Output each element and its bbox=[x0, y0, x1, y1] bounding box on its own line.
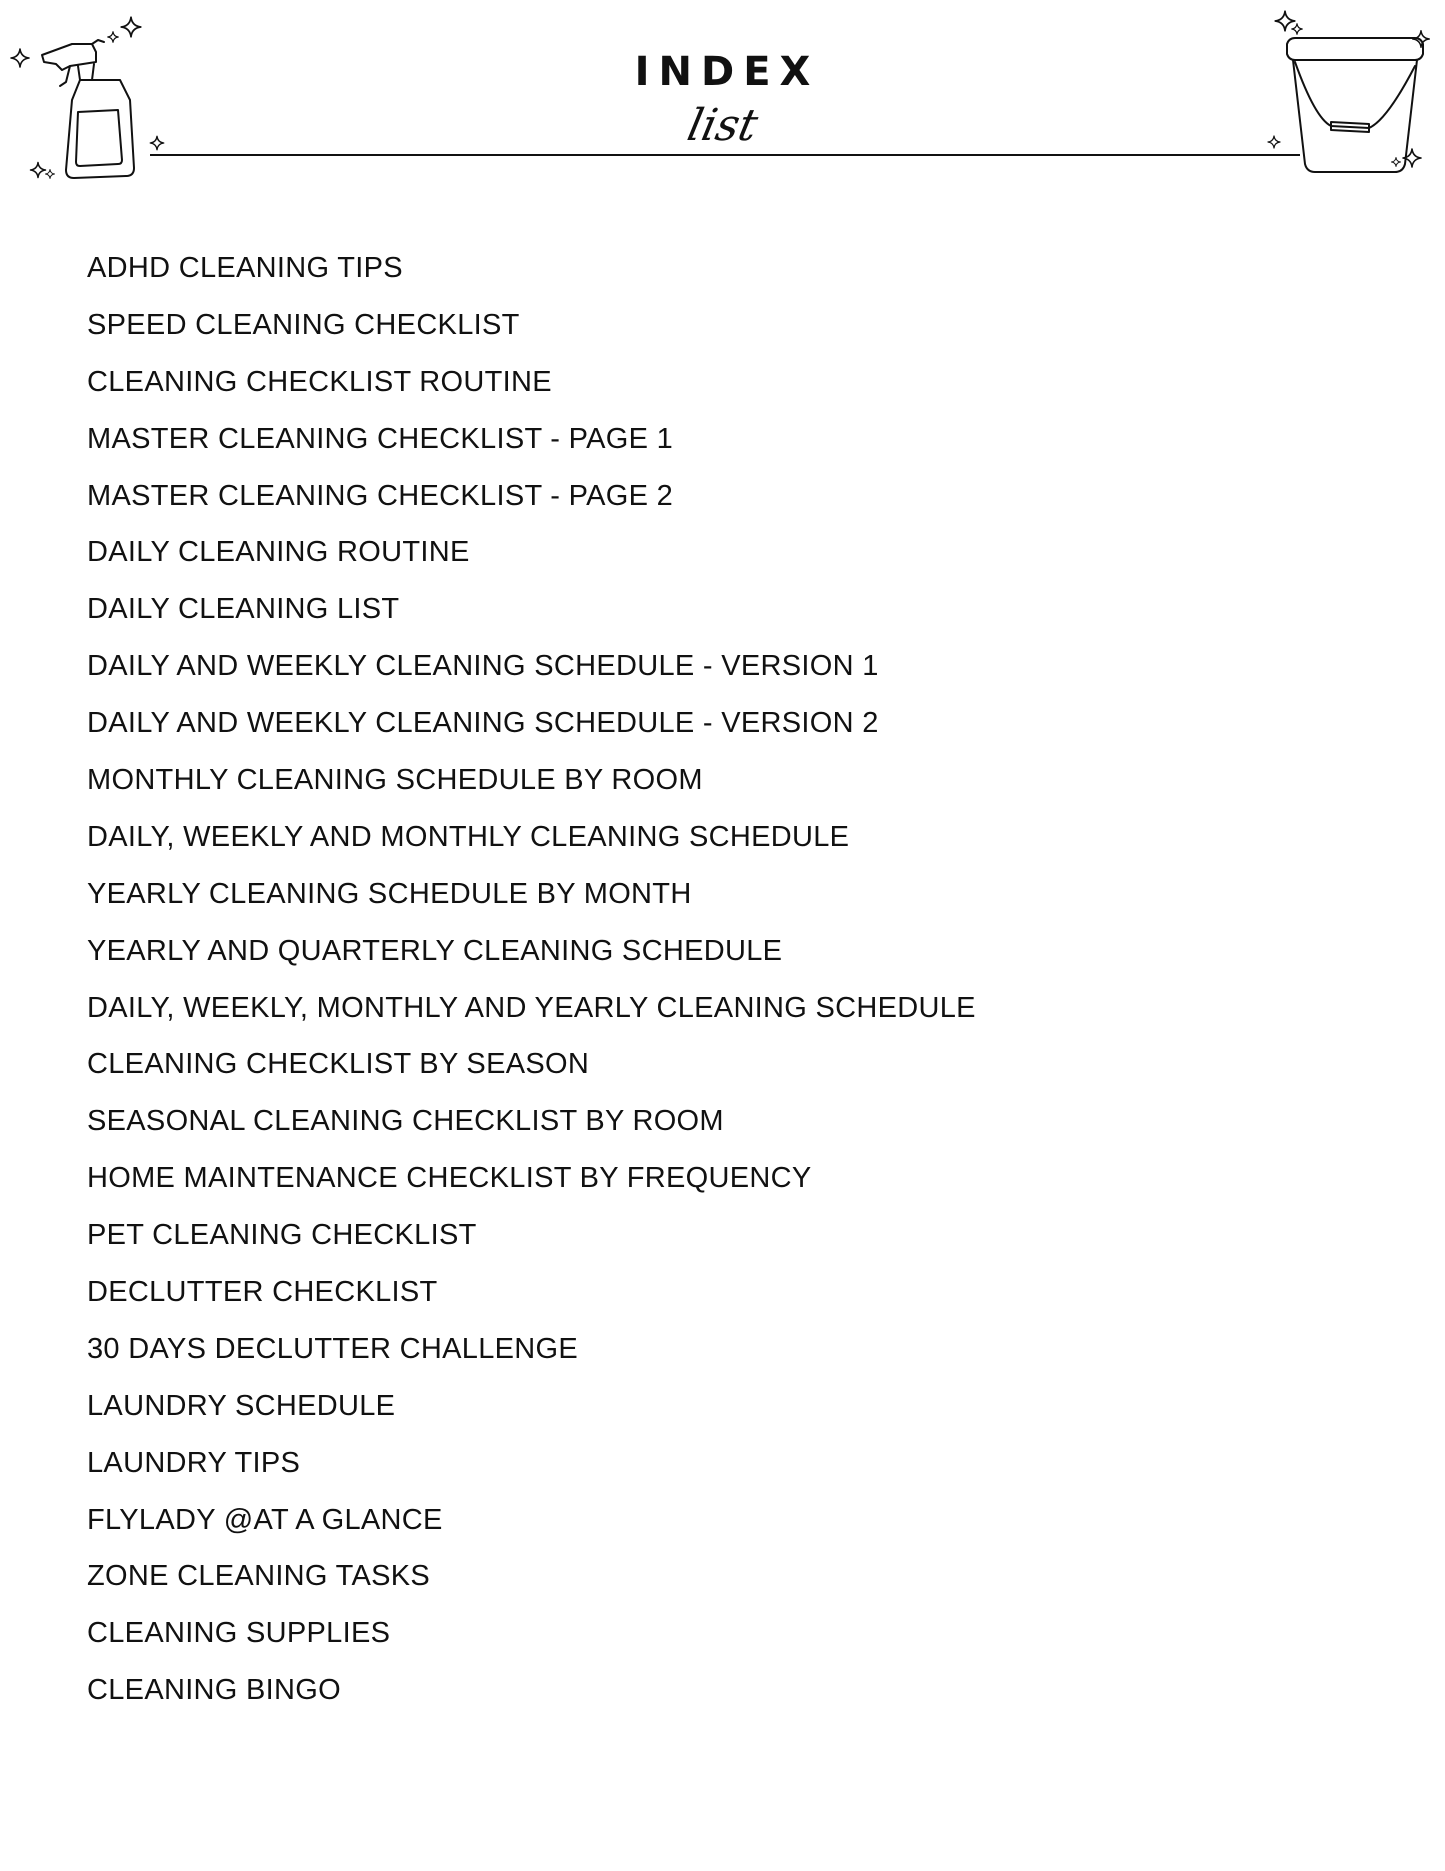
index-item[interactable]: DAILY AND WEEKLY CLEANING SCHEDULE - VERSION 2 bbox=[87, 707, 879, 740]
index-item[interactable]: LAUNDRY TIPS bbox=[87, 1446, 301, 1479]
sparkle-icon bbox=[118, 14, 144, 40]
index-item[interactable]: DAILY, WEEKLY, MONTHLY AND YEARLY CLEANING SCHEDULE bbox=[87, 991, 976, 1024]
sparkle-icon bbox=[44, 168, 56, 180]
index-item[interactable]: PET CLEANING CHECKLIST bbox=[87, 1219, 477, 1252]
index-item[interactable]: SEASONAL CLEANING CHECKLIST BY ROOM bbox=[87, 1105, 724, 1138]
index-item[interactable]: MASTER CLEANING CHECKLIST - PAGE 1 bbox=[87, 422, 674, 455]
page-title: INDEX bbox=[634, 49, 820, 95]
index-item[interactable]: 30 DAYS DECLUTTER CHALLENGE bbox=[87, 1332, 579, 1365]
sparkle-icon bbox=[1410, 28, 1432, 50]
index-item[interactable]: FLYLADY @AT A GLANCE bbox=[87, 1503, 443, 1536]
sparkle-icon bbox=[1390, 156, 1402, 168]
index-item[interactable]: CLEANING BINGO bbox=[87, 1674, 341, 1707]
index-list bbox=[87, 244, 976, 1723]
index-item[interactable]: CLEANING CHECKLIST ROUTINE bbox=[87, 365, 552, 398]
header-divider bbox=[150, 154, 1300, 156]
page-subtitle: list bbox=[682, 100, 763, 151]
index-item[interactable]: CLEANING CHECKLIST BY SEASON bbox=[87, 1048, 590, 1081]
index-item[interactable]: DECLUTTER CHECKLIST bbox=[87, 1276, 438, 1309]
sparkle-icon bbox=[1400, 146, 1424, 170]
index-item[interactable]: DAILY, WEEKLY AND MONTHLY CLEANING SCHEDULE bbox=[87, 820, 850, 853]
index-item[interactable]: DAILY CLEANING ROUTINE bbox=[87, 536, 470, 569]
sparkle-icon bbox=[1290, 22, 1304, 36]
sparkle-icon bbox=[106, 30, 120, 44]
page-header bbox=[0, 0, 1445, 190]
index-item[interactable]: DAILY AND WEEKLY CLEANING SCHEDULE - VERSION 1 bbox=[87, 650, 879, 683]
index-item[interactable]: MASTER CLEANING CHECKLIST - PAGE 2 bbox=[87, 479, 674, 512]
index-item[interactable]: SPEED CLEANING CHECKLIST bbox=[87, 308, 520, 341]
index-item[interactable]: YEARLY AND QUARTERLY CLEANING SCHEDULE bbox=[87, 934, 783, 967]
index-item[interactable]: MONTHLY CLEANING SCHEDULE BY ROOM bbox=[87, 764, 703, 797]
index-item[interactable]: DAILY CLEANING LIST bbox=[87, 593, 400, 626]
index-item[interactable]: CLEANING SUPPLIES bbox=[87, 1617, 391, 1650]
index-item[interactable]: YEARLY CLEANING SCHEDULE BY MONTH bbox=[87, 877, 692, 910]
index-item[interactable]: ZONE CLEANING TASKS bbox=[87, 1560, 431, 1593]
sparkle-icon bbox=[1266, 134, 1282, 150]
index-item[interactable]: LAUNDRY SCHEDULE bbox=[87, 1389, 396, 1422]
index-item[interactable]: HOME MAINTENANCE CHECKLIST BY FREQUENCY bbox=[87, 1162, 812, 1195]
index-item[interactable]: ADHD CLEANING TIPS bbox=[87, 252, 403, 284]
